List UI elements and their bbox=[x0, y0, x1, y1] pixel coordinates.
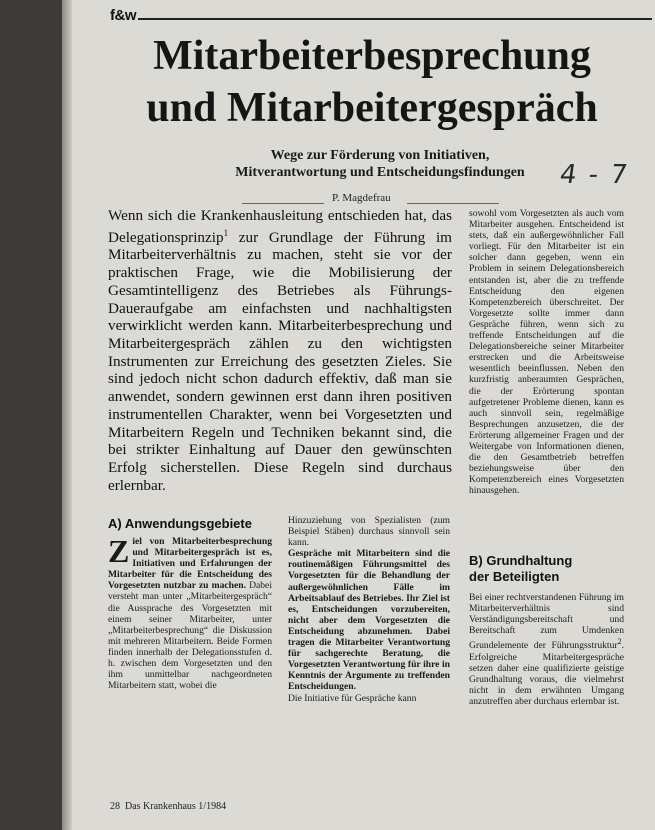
column-3-body bbox=[469, 208, 624, 496]
title-line-2: und Mitarbeitergespräch bbox=[146, 85, 598, 131]
column-2-body bbox=[288, 515, 450, 704]
article-subtitle bbox=[150, 147, 610, 181]
column-2-bold-text: Gespräche mit Mitarbeitern sind die routinemäßigen Führungsmittel des Vorgesetzten für die Behandlung der außergewöhnlichen Fälle im Arbeitsablauf des Betriebes. Ihr Ziel ist es, Entscheidungen vorzubereiten, nicht aber dem Vorgesetzten die Entscheidung abzunehmen. Dabei tragen die Mitarbeiter Verantwortung für sachgerechte Beratung, die Vorgesetzten Verantwortung für ihre in Kenntnis der Argumente zu treffenden Entscheidungen. bbox=[288, 548, 450, 693]
column-2-text-1: Hinzuziehung von Spezialisten (zum Beispiel Stäben) durchaus sinnvoll sein kann. bbox=[288, 515, 450, 549]
book-spine bbox=[62, 0, 72, 830]
handwritten-note: 4 - 7 bbox=[557, 160, 632, 190]
journal-name: Das Krankenhaus 1/1984 bbox=[125, 801, 227, 812]
section-a-body bbox=[108, 533, 272, 692]
magazine-page bbox=[62, 0, 655, 830]
subtitle-line-2: Mitverantwortung und Entscheidungsfindungen bbox=[235, 165, 525, 180]
lead-paragraph bbox=[108, 207, 452, 494]
subtitle-line-1: Wege zur Förderung von Initiativen, bbox=[270, 148, 490, 163]
page-number: 28 bbox=[110, 801, 120, 812]
section-a-text: Dabei versteht man unter „Mitarbeitergespräch“ die Aussprache des Vorgesetzten mit einem seiner Mitarbeiter, unter „Mitarbeiterbesprechung“ die Diskussion mit mehreren Mitarbeitern. Beide Formen finden innerhalb der Delegationsstufen d. h. zwischen dem Vorgesetzten und den ihm unmittelbar nachgeordneten Mitarbeitern statt, wobei die bbox=[108, 580, 272, 692]
author-rule-left bbox=[242, 203, 324, 204]
section-b-heading bbox=[469, 553, 572, 585]
lead-text: Wenn sich die Krankenhausleitung entschieden hat, das Delegationsprinzip bbox=[108, 207, 452, 246]
title-line-1: Mitarbeiterbesprechung bbox=[153, 33, 591, 79]
page-footer bbox=[110, 801, 226, 812]
footnote-ref-2: 2 bbox=[617, 637, 622, 647]
lead-text-continued: zur Grundlage der Führung im Mitarbeiterverhältnis zu machen, steht sie vor der praktischen Frage, wie die Mobilisierung der Gesamtintelligenz des Betriebes als Führungs-Daueraufgabe am einfachsten und nachhaltigsten verwirklicht werden kann. Mitarbeiterbesprechung und Mitarbeitergespräch zählen zu den wichtigsten Instrumenten zur Erreichung des gesetzten Zieles. Sie sind jedoch nicht schon dadurch effektiv, daß man sie anwendet, sondern gewinnen erst dann ihren positiven instrumentellen Charakter, wenn bei Vorgesetzten und Mitarbeitern Regeln und Techniken bekannt sind, die bei strikter Einhaltung auf Dauer den gewünschten Erfolg sicherstellen. Diese Regeln sind durchaus erlernbar. bbox=[108, 228, 452, 494]
article-title bbox=[102, 30, 642, 134]
section-b-text-continued: . Erfolgreiche Mitarbeitergespräche setzen daher eine qualifizierte geistige Grundhaltung voraus, die vielmehrst nicht in dem erwähnten Umgang anzutreffen aber durchaus erlernbar ist. bbox=[469, 640, 624, 708]
author: P. Magdefrau bbox=[332, 192, 391, 204]
section-a-heading: A) Anwendungsgebiete bbox=[108, 516, 252, 531]
journal-logo: f&w bbox=[110, 7, 136, 24]
author-rule-right bbox=[407, 203, 499, 204]
section-b-heading-line-2: der Beteiligten bbox=[469, 569, 560, 584]
column-2-text-2: Die Initiative für Gespräche kann bbox=[288, 692, 417, 704]
section-b-heading-line-1: B) Grundhaltung bbox=[469, 553, 573, 568]
footnote-ref: 1 bbox=[223, 227, 229, 238]
section-b-body bbox=[469, 592, 624, 707]
section-b-text: Bei einer rechtverstandenen Führung im Mitarbeiterverhältnis sind Verständigungsbereitschaft und Bereitschaft zum Umdenken Grundelemente der Führungsstruktur bbox=[469, 592, 624, 652]
section-a-bold-text: iel von Mitarbeiterbesprechung und Mitarbeitergespräch ist es, Initiativen und Erfahrungen der Mitarbeiter für die Entscheidung des Vorgesetzten nutzbar zu machen. bbox=[108, 536, 272, 592]
drop-cap: Z bbox=[108, 533, 130, 569]
column-3-text: sowohl vom Vorgesetzten als auch vom Mitarbeiter ausgehen. Entscheidend ist stets, daß ein außergewöhnlicher Fall vorliegt. Für den Mitarbeiter ist ein solcher dann gegeben, wenn ein Problem in seinem Delegationsbereich entstanden ist, aber die zu treffende Entscheidung den eigenen Kompetenzbereich überschreitet. Der Vorgesetzte sollte immer dann Gespräche führen, wenn sich zu treffende Entscheidungen auf die Delegationsbereiche seiner Mitarbeiter erstrecken und die Arbeitsweise wesentlich beeinflussen. Neben den kurzfristig anberaumten Gesprächen, die der Erörterung spontan aufgetretener Probleme dienen, kann es auch sinnvoll sein, regelmäßige Besprechungen anzusetzen, die der Erörterung allgemeiner Fragen und der Weitergabe von Informationen dienen, die den Gesamtbetrieb betreffen beziehungsweise über den Kompetenzbereich eines Vorgesetzten hinausgehen. bbox=[469, 208, 624, 497]
header-rule bbox=[138, 18, 652, 20]
